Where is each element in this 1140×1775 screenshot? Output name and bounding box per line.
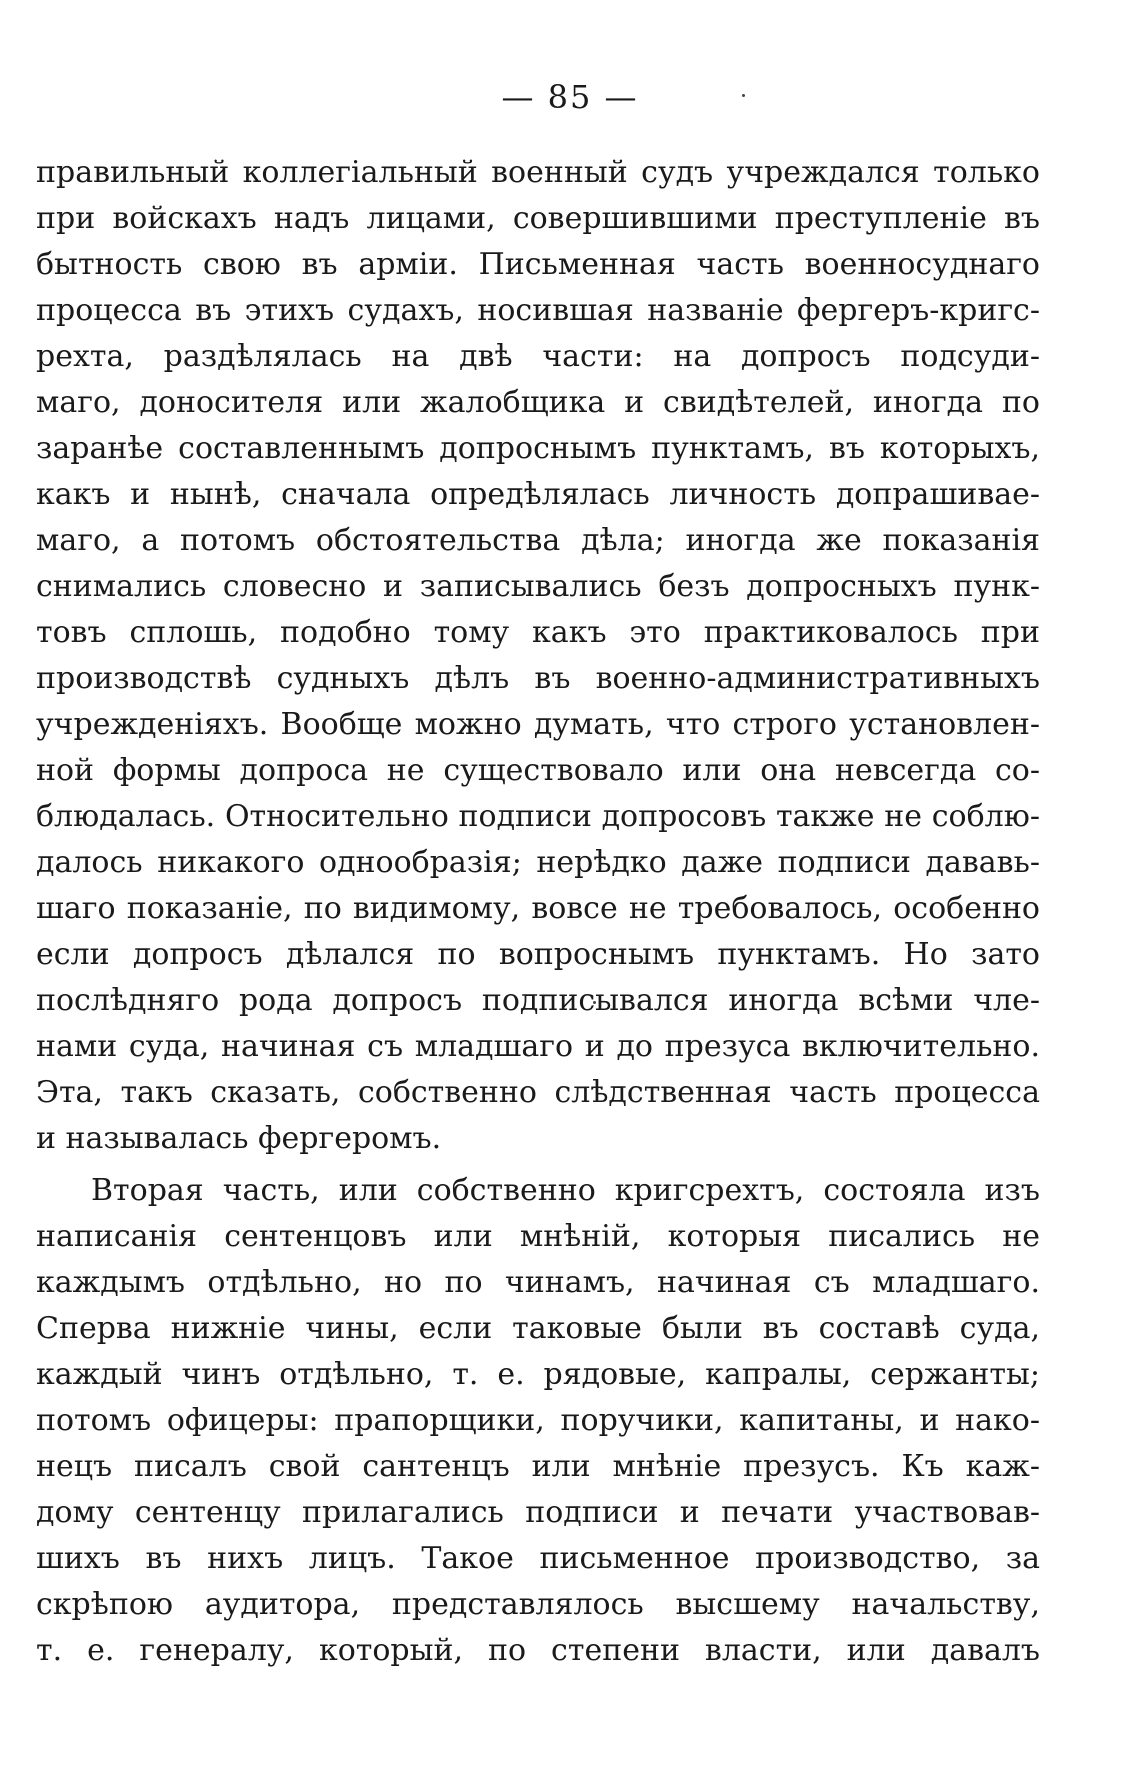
text-line: снимались словесно и записывались безъ допросныхъ пунк- [36,569,1040,604]
text-line: бытность свою въ арміи. Письменная часть военносуднаго [36,247,1040,282]
text-line: рехта, раздѣлялась на двѣ части: на допросъ подсуди- [36,339,1040,374]
text-line: процесса въ этихъ судахъ, носившая названіе фергеръ-кригс- [36,293,1040,328]
text-line: блюдалась. Относительно подписи допросовъ также не соблю- [36,799,1040,834]
text-line: правильный коллегіальный военный судъ учреждался только [36,155,1040,190]
text-line: какъ и нынѣ, сначала опредѣлялась личность допрашивае- [36,477,1040,512]
text-line: учрежденіяхъ. Вообще можно думать, что строго установлен- [36,707,1040,742]
text-line: и называлась фергеромъ. [36,1121,442,1156]
text-line: далось никакого однообразія; нерѣдко даже подписи дававь- [36,845,1040,880]
text-line: заранѣе составленнымъ допроснымъ пунктамъ, въ которыхъ, [36,431,1040,466]
text-line: шихъ въ нихъ лицъ. Такое письменное производство, за [36,1541,1040,1576]
text-line: товъ сплошь, подобно тому какъ это практиковалось при [36,615,1040,650]
text-line: при войскахъ надъ лицами, совершившими преступленіе въ [36,201,1040,236]
text-line: нецъ писалъ свой сантенцъ или мнѣніе презусъ. Къ каж- [36,1449,1040,1484]
text-line: если допросъ дѣлался по вопроснымъ пунктамъ. Но зато [36,937,1040,972]
text-line: написанія сентенцовъ или мнѣній, которыя писались не [36,1219,1040,1254]
text-line: шаго показаніе, по видимому, вовсе не требовалось, особенно [36,891,1040,926]
text-line: Эта, такъ сказать, собственно слѣдственная часть процесса [36,1075,1040,1110]
text-line: дому сентенцу прилагались подписи и печати участвовав- [36,1495,1040,1530]
text-line: скрѣпою аудитора, представлялось высшему начальству, [36,1587,1040,1622]
text-line: маго, а потомъ обстоятельства дѣла; иногда же показанія [36,523,1040,558]
page-number: — 85 — [501,78,639,116]
text-line: каждымъ отдѣльно, но по чинамъ, начиная съ младшаго. [36,1265,1040,1300]
print-speck [742,94,745,97]
text-line: каждый чинъ отдѣльно, т. е. рядовые, капралы, сержанты; [36,1357,1040,1392]
paragraph-1 [36,150,1040,1162]
text-line: Вторая часть, или собственно кригсрехтъ, состояла изъ [91,1173,1040,1208]
text-line: послѣдняго рода допросъ подписывался иногда всѣми чле- [36,983,1040,1018]
text-line: производствѣ судныхъ дѣлъ въ военно-административныхъ [36,661,1040,696]
text-line: потомъ офицеры: прапорщики, поручики, капитаны, и нако- [36,1403,1040,1438]
paragraph-2 [36,1168,1040,1674]
text-line: маго, доносителя или жалобщика и свидѣтелей, иногда по [36,385,1040,420]
body-text [36,150,1040,1674]
text-line: Сперва нижніе чины, если таковые были въ составѣ суда, [36,1311,1040,1346]
text-line: нами суда, начиная съ младшаго и до презуса включительно. [36,1029,1040,1064]
text-line: т. е. генералу, который, по степени власти, или давалъ [36,1633,1040,1668]
text-line: ной формы допроса не существовало или она невсегда со- [36,753,1040,788]
